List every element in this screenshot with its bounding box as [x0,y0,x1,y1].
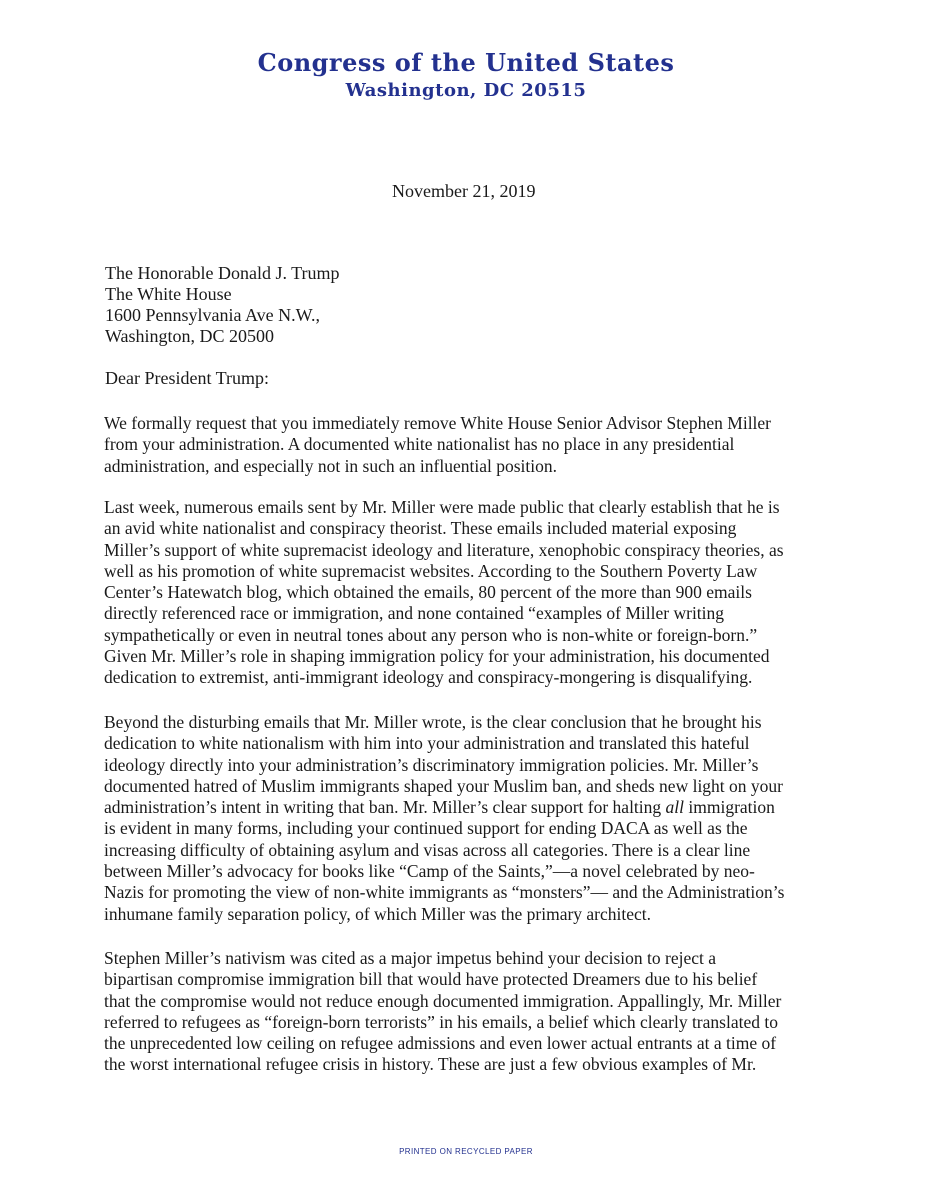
paragraph-3 [104,712,824,925]
recipient-address [105,263,339,347]
text-line-emphasis [104,797,824,818]
text-line: that the compromise would not reduce enough documented immigration. Appallingly, Mr. Miller [104,990,782,1011]
text-line: from your administration. A documented white nationalist has no place in any presidential [104,434,735,455]
recipient-line: 1600 Pennsylvania Ave N.W., [105,305,320,325]
text-line: documented hatred of Muslim immigrants shaped your Muslim ban, and sheds new light on your [104,775,783,796]
text-line: dedication to white nationalism with him into your administration and translated this hateful [104,733,750,754]
text-line: Miller’s support of white supremacist ideology and literature, xenophobic conspiracy theories, as [104,539,784,560]
text-line: increasing difficulty of obtaining asylum and visas across all categories. There is a clear line [104,839,751,860]
text-line: We formally request that you immediately remove White House Senior Advisor Stephen Miller [104,413,772,433]
recipient-line: Washington, DC 20500 [105,326,275,346]
letter-date: November 21, 2019 [392,181,536,201]
text-segment: immigration [688,797,775,818]
text-line: directly referenced race or immigration, and none contained “examples of Miller writing [104,603,725,624]
paragraph-2 [104,497,824,689]
emphasis-word: all [665,797,685,818]
text-line: Last week, numerous emails sent by Mr. Miller were made public that clearly establish that he is [104,497,780,517]
text-line: administration, and especially not in such an influential position. [104,455,557,476]
text-line: between Miller’s advocacy for books like “Camp of the Saints,”—a novel celebrated by neo- [104,861,755,882]
paragraph-4 [104,948,824,1076]
text-line: Given Mr. Miller’s role in shaping immigration policy for your administration, his documented [104,646,770,667]
text-line: the worst international refugee crisis in history. These are just a few obvious examples of Mr. [104,1054,757,1075]
text-line: well as his promotion of white supremacist websites. According to the Southern Poverty Law [104,560,758,581]
recipient-line: The Honorable Donald J. Trump [105,263,340,283]
letterhead-subtitle: Washington, DC 20515 [345,80,587,101]
text-line: Center’s Hatewatch blog, which obtained the emails, 80 percent of the more than 900 emails [104,582,752,603]
letterhead [0,48,932,104]
salutation: Dear President Trump: [105,368,269,388]
text-line: bipartisan compromise immigration bill that would have protected Dreamers due to his belief [104,969,758,990]
text-line: inhumane family separation policy, of which Miller was the primary architect. [104,903,652,924]
letterhead-title: Congress of the United States [257,48,675,77]
text-line: referred to refugees as “foreign-born terrorists” in his emails, a belief which clearly translated to [104,1011,778,1032]
paragraph-1 [104,413,824,477]
text-line: Stephen Miller’s nativism was cited as a major impetus behind your decision to reject a [104,948,717,968]
text-line: the unprecedented low ceiling on refugee admissions and even lower actual entrants at a time of [104,1033,777,1054]
recycled-paper-footer: PRINTED ON RECYCLED PAPER [399,1147,533,1156]
text-line: Beyond the disturbing emails that Mr. Miller wrote, is the clear conclusion that he brought his [104,712,762,732]
text-segment: administration’s intent in writing that ban. Mr. Miller’s clear support for halting [104,797,662,818]
text-line: sympathetically or even in neutral tones about any person who is non-white or foreign-born.” [104,624,758,645]
text-line: ideology directly into your administration’s discriminatory immigration policies. Mr. Miller’s [104,754,759,775]
text-line: is evident in many forms, including your continued support for ending DACA as well as the [104,818,748,839]
text-line: an avid white nationalist and conspiracy theorist. These emails included material exposing [104,518,737,539]
recipient-line: The White House [105,284,232,304]
text-line: Nazis for promoting the view of non-white immigrants as “monsters”— and the Administration’s [104,882,785,903]
text-line: dedication to extremist, anti-immigrant ideology and conspiracy-mongering is disqualifying. [104,667,753,688]
